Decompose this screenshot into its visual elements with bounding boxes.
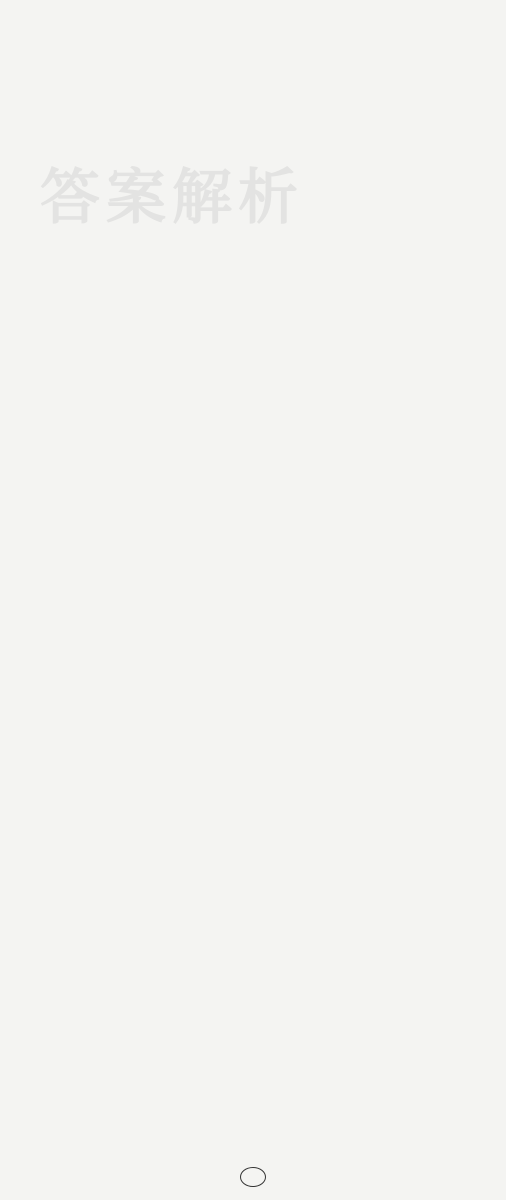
page-mark (240, 1167, 266, 1187)
section-title (22, 36, 492, 68)
watermark-top: 答案解析 (40, 163, 304, 233)
